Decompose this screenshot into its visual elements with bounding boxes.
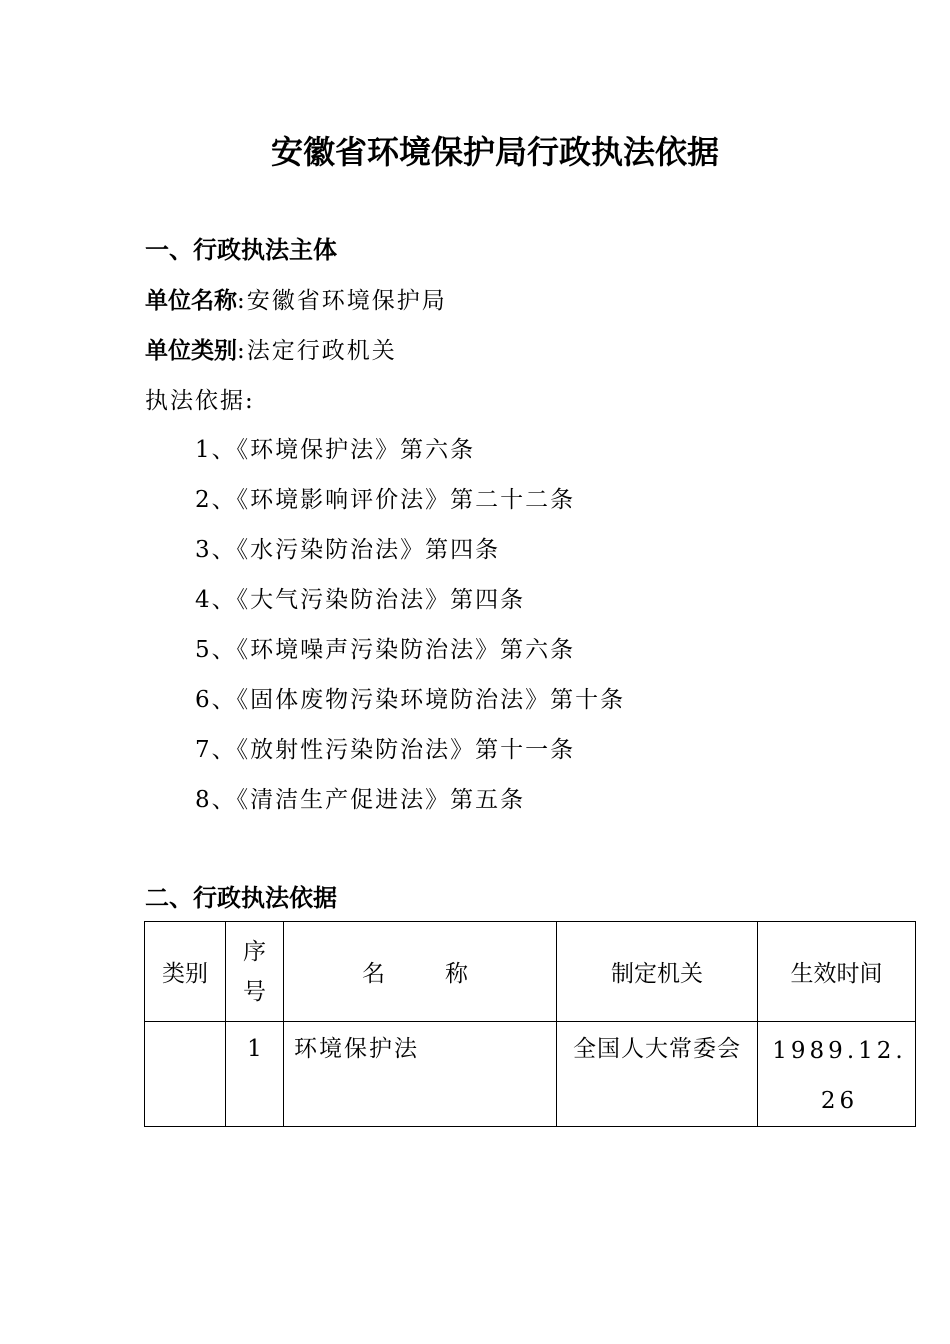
enforcement-basis-table	[144, 921, 916, 1127]
header-date: 生效时间	[758, 922, 916, 1022]
section-heading-enforcement-subject: 一、行政执法主体	[145, 236, 337, 264]
unit-type-label: 单位类别	[145, 338, 237, 364]
law-item-4: 4、《大气污染防治法》第四条	[195, 587, 526, 613]
enforcement-basis-label: 执法依据:	[145, 388, 255, 414]
cell-seq-value: 1	[247, 1036, 262, 1062]
unit-name-label: 单位名称	[145, 288, 237, 314]
law-list	[195, 433, 625, 833]
law-item-2: 2、《环境影响评价法》第二十二条	[195, 487, 576, 513]
unit-name-line	[145, 284, 447, 318]
unit-name-value: :安徽省环境保护局	[237, 288, 447, 314]
cell-name-value: 环境保护法	[294, 1036, 419, 1062]
header-seq	[226, 922, 284, 1022]
cell-date-value: 1989.12.26	[772, 1038, 907, 1114]
table-header-row	[145, 922, 916, 1022]
cell-date	[758, 1022, 916, 1127]
unit-type-value: :法定行政机关	[237, 338, 397, 364]
header-seq-line1: 序	[243, 938, 266, 965]
cell-org	[557, 1022, 758, 1127]
cell-category	[145, 1022, 226, 1127]
unit-type-line	[145, 334, 397, 368]
law-item-5: 5、《环境噪声污染防治法》第六条	[195, 637, 576, 663]
header-name-text: 名称	[362, 961, 528, 987]
law-item-6: 6、《固体废物污染环境防治法》第十条	[195, 687, 626, 713]
law-item-1: 1、《环境保护法》第六条	[195, 437, 476, 463]
header-category: 类别	[145, 922, 226, 1022]
law-item-8: 8、《清洁生产促进法》第五条	[195, 787, 526, 813]
cell-seq	[226, 1022, 284, 1127]
header-name	[284, 922, 557, 1022]
document-title: 安徽省环境保护局行政执法依据	[270, 133, 719, 171]
header-org: 制定机关	[557, 922, 758, 1022]
cell-org-value: 全国人大常委会	[573, 1036, 741, 1062]
header-seq-line2: 号	[243, 978, 266, 1005]
law-item-3: 3、《水污染防治法》第四条	[195, 537, 501, 563]
law-item-7: 7、《放射性污染防治法》第十一条	[195, 737, 576, 763]
table-row	[145, 1022, 916, 1127]
section-heading-enforcement-basis: 二、行政执法依据	[145, 884, 337, 912]
cell-name	[284, 1022, 557, 1127]
